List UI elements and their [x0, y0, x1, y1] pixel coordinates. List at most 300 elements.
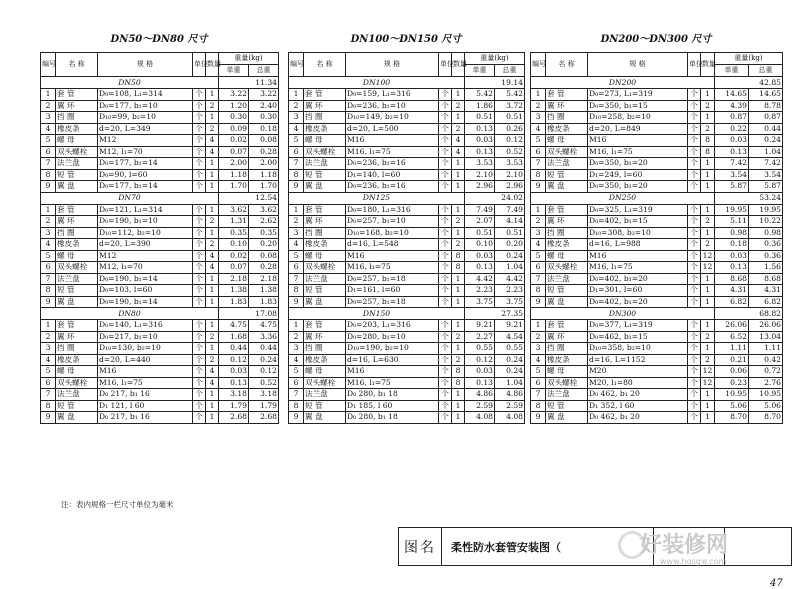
cell-spec: d=20, L=849	[588, 123, 688, 135]
cell-unit-weight: 2.27	[465, 331, 495, 343]
cell-unit: 个	[688, 89, 701, 101]
cell-unit: 个	[439, 239, 452, 251]
cell-name: 橡皮条	[546, 354, 588, 366]
cell-no: 4	[41, 239, 56, 251]
cell-name: 短 管	[56, 169, 98, 181]
cell-total-weight: 10.22	[749, 216, 783, 228]
cell-unit: 个	[688, 366, 701, 378]
cell-spec: D₀=350, b₁=20	[588, 158, 688, 170]
cell-spec: D₀=159, L₁=316	[346, 89, 439, 101]
cell-total-weight: 6.82	[749, 296, 783, 308]
cell-no: 7	[41, 273, 56, 285]
section-header-row	[289, 192, 525, 204]
weight-table	[288, 52, 525, 424]
cell-unit-weight: 8.70	[715, 412, 749, 424]
cell-no: 6	[289, 262, 304, 274]
cell-unit-weight: 0.07	[219, 262, 249, 274]
cell-qty: 4	[452, 146, 465, 158]
cell-no: 3	[531, 112, 546, 124]
cell-no: 2	[41, 216, 56, 228]
table-row	[41, 320, 279, 332]
cell-unit-weight: 1.11	[715, 343, 749, 355]
cell-spec: D₁=249, l=60	[588, 169, 688, 181]
table-title: DN100～DN150 尺寸	[350, 34, 462, 45]
cell-total-weight: 5.06	[749, 400, 783, 412]
cell-qty: 4	[206, 262, 219, 274]
table-row	[531, 100, 783, 112]
cell-qty: 1	[206, 89, 219, 101]
cell-no: 3	[289, 227, 304, 239]
cell-total-weight: 0.51	[495, 112, 525, 124]
cell-name: 短 管	[304, 285, 346, 297]
section-total-weight: 24.02	[465, 192, 525, 204]
cell-total-weight: 4.14	[495, 216, 525, 228]
table-title: DN200～DN300 尺寸	[600, 34, 712, 45]
cell-total-weight: 0.20	[495, 239, 525, 251]
section-dn-label: DN80	[41, 308, 219, 320]
cell-total-weight: 2.62	[249, 216, 279, 228]
cell-qty: 1	[206, 112, 219, 124]
cell-total-weight: 1.04	[495, 377, 525, 389]
cell-spec: D₀=177, b₁=10	[98, 100, 193, 112]
cell-name: 翼 环	[304, 216, 346, 228]
cell-total-weight: 3.53	[495, 158, 525, 170]
cell-qty: 1	[701, 320, 715, 332]
section-header-row	[41, 77, 279, 89]
cell-name: 橡皮条	[304, 123, 346, 135]
table-row	[289, 112, 525, 124]
cell-qty: 8	[452, 250, 465, 262]
cell-total-weight: 2.18	[249, 273, 279, 285]
cell-name: 法兰盘	[56, 273, 98, 285]
cell-spec: M16, l₁=75	[588, 146, 688, 158]
cell-spec: D₁₀=258, b₂=10	[588, 112, 688, 124]
cell-no: 2	[41, 331, 56, 343]
table-row	[289, 262, 525, 274]
cell-no: 3	[41, 112, 56, 124]
cell-total-weight: 0.12	[495, 135, 525, 147]
cell-spec: D₁₀=99, b₂=10	[98, 112, 193, 124]
watermark-url: www.hqsgw.com	[660, 557, 727, 566]
cell-unit-weight: 7.42	[715, 158, 749, 170]
cell-unit: 个	[193, 89, 206, 101]
cell-spec: D₀ 217, b₁ 16	[98, 389, 193, 401]
cell-spec: D₀=217, b₁=10	[98, 331, 193, 343]
cell-spec: D₁ 185, l 60	[346, 400, 439, 412]
cell-spec: D₀=325, L₁=319	[588, 204, 688, 216]
table-row	[41, 296, 279, 308]
cell-name: 翼 环	[56, 331, 98, 343]
cell-total-weight: 3.72	[495, 100, 525, 112]
cell-total-weight: 0.28	[249, 262, 279, 274]
cell-name: 螺 母	[304, 135, 346, 147]
section-dn-label: DN250	[531, 192, 715, 204]
cell-total-weight: 4.42	[495, 273, 525, 285]
cell-no: 1	[289, 89, 304, 101]
cell-unit: 个	[193, 366, 206, 378]
table-row	[289, 204, 525, 216]
cell-name: 翼 盘	[304, 296, 346, 308]
cell-total-weight: 0.12	[249, 366, 279, 378]
cell-no: 5	[289, 250, 304, 262]
table-row	[289, 123, 525, 135]
table-row	[531, 354, 783, 366]
section-header-row	[531, 308, 783, 320]
cell-no: 7	[289, 389, 304, 401]
cell-unit-weight: 19.95	[715, 204, 749, 216]
title-block-label: 图名	[399, 528, 442, 565]
cell-no: 5	[41, 366, 56, 378]
table-row	[531, 331, 783, 343]
table-row	[41, 123, 279, 135]
cell-spec: d=16, L=630	[346, 354, 439, 366]
cell-name: 橡皮条	[546, 239, 588, 251]
cell-unit-weight: 0.21	[715, 354, 749, 366]
cell-qty: 8	[452, 366, 465, 378]
cell-unit: 个	[439, 146, 452, 158]
cell-name: 双头螺栓	[56, 146, 98, 158]
cell-unit: 个	[439, 135, 452, 147]
cell-no: 4	[289, 354, 304, 366]
cell-name: 翼 环	[304, 331, 346, 343]
table-row	[531, 250, 783, 262]
cell-spec: D₀=190, b₁=14	[98, 273, 193, 285]
cell-unit: 个	[439, 100, 452, 112]
cell-name: 翼 盘	[546, 296, 588, 308]
cell-name: 短 管	[546, 169, 588, 181]
cell-no: 9	[531, 296, 546, 308]
cell-unit-weight: 9.21	[465, 320, 495, 332]
cell-unit-weight: 0.06	[715, 366, 749, 378]
cell-spec: d=20, L=500	[346, 123, 439, 135]
cell-spec: D₀=402, b₁=20	[588, 273, 688, 285]
section-total-weight: 12.54	[219, 192, 279, 204]
col-header-unit-weight: 单重	[715, 65, 749, 77]
cell-qty: 1	[452, 285, 465, 297]
cell-unit-weight: 0.03	[219, 366, 249, 378]
cell-total-weight: 4.86	[495, 389, 525, 401]
cell-no: 7	[531, 389, 546, 401]
cell-total-weight: 0.44	[749, 123, 783, 135]
cell-name: 翼 盘	[304, 412, 346, 424]
cell-unit-weight: 0.44	[219, 343, 249, 355]
cell-no: 1	[531, 320, 546, 332]
section-header-row	[41, 192, 279, 204]
table-row	[41, 354, 279, 366]
cell-unit: 个	[193, 343, 206, 355]
table-row	[289, 366, 525, 378]
cell-no: 7	[531, 273, 546, 285]
cell-total-weight: 2.23	[495, 285, 525, 297]
col-header-qty: 数量	[206, 53, 219, 77]
section-header-row	[41, 308, 279, 320]
cell-spec: M16	[346, 135, 439, 147]
table-row	[289, 285, 525, 297]
cell-name: 法兰盘	[304, 389, 346, 401]
table-row	[41, 100, 279, 112]
cell-unit: 个	[439, 377, 452, 389]
cell-no: 5	[41, 250, 56, 262]
cell-total-weight: 3.62	[249, 204, 279, 216]
cell-spec: D₁ 121, l 60	[98, 400, 193, 412]
cell-qty: 1	[701, 227, 715, 239]
cell-unit-weight: 1.38	[219, 285, 249, 297]
cell-total-weight: 4.75	[249, 320, 279, 332]
table-row	[41, 146, 279, 158]
table-row	[531, 320, 783, 332]
cell-qty: 1	[701, 158, 715, 170]
cell-qty: 1	[701, 273, 715, 285]
cell-spec: M16	[588, 135, 688, 147]
cell-qty: 12	[701, 366, 715, 378]
cell-total-weight: 0.20	[249, 239, 279, 251]
cell-unit-weight: 0.13	[465, 123, 495, 135]
cell-name: 螺 母	[56, 250, 98, 262]
cell-name: 挡 圈	[56, 227, 98, 239]
cell-unit-weight: 0.13	[465, 262, 495, 274]
table-row	[531, 389, 783, 401]
cell-unit: 个	[688, 204, 701, 216]
cell-total-weight: 0.24	[495, 250, 525, 262]
cell-spec: D₀=203, L₁=316	[346, 320, 439, 332]
cell-spec: D₁₀=149, b₂=10	[346, 112, 439, 124]
cell-spec: D₀=377, L₁=319	[588, 320, 688, 332]
cell-total-weight: 0.42	[749, 354, 783, 366]
cell-unit: 个	[688, 250, 701, 262]
cell-unit-weight: 0.07	[219, 146, 249, 158]
cell-qty: 1	[452, 400, 465, 412]
cell-spec: D₀=257, b₁=10	[346, 216, 439, 228]
cell-unit: 个	[193, 285, 206, 297]
col-header-total-weight: 总重	[249, 65, 279, 77]
table-row	[41, 181, 279, 193]
table-row	[41, 389, 279, 401]
cell-total-weight: 0.36	[749, 239, 783, 251]
cell-unit-weight: 4.08	[465, 412, 495, 424]
cell-total-weight: 0.08	[249, 250, 279, 262]
cell-unit-weight: 2.59	[465, 400, 495, 412]
cell-spec: M16, l₁=75	[98, 377, 193, 389]
cell-total-weight: 7.42	[749, 158, 783, 170]
cell-total-weight: 0.24	[495, 354, 525, 366]
cell-name: 翼 环	[546, 216, 588, 228]
header-row	[531, 53, 783, 65]
cell-spec: D₀=273, L₁=319	[588, 89, 688, 101]
cell-qty: 1	[206, 158, 219, 170]
cell-unit: 个	[439, 343, 452, 355]
col-header-spec: 规 格	[98, 53, 193, 77]
cell-total-weight: 8.78	[749, 100, 783, 112]
cell-name: 套 管	[546, 204, 588, 216]
cell-unit: 个	[688, 389, 701, 401]
cell-spec: D₀=121, L₁=314	[98, 204, 193, 216]
cell-unit-weight: 0.18	[715, 239, 749, 251]
cell-total-weight: 1.11	[749, 343, 783, 355]
cell-unit-weight: 3.54	[715, 169, 749, 181]
cell-no: 5	[531, 135, 546, 147]
cell-total-weight: 0.51	[495, 227, 525, 239]
cell-unit-weight: 0.35	[219, 227, 249, 239]
cell-no: 2	[531, 331, 546, 343]
cell-unit: 个	[688, 400, 701, 412]
cell-name: 套 管	[56, 204, 98, 216]
cell-spec: D₀=190, b₁=10	[98, 216, 193, 228]
cell-qty: 8	[701, 146, 715, 158]
cell-no: 5	[289, 366, 304, 378]
table-row	[289, 89, 525, 101]
cell-spec: D₀=402, b₁=15	[588, 216, 688, 228]
cell-qty: 1	[701, 296, 715, 308]
cell-unit: 个	[688, 181, 701, 193]
cell-no: 2	[531, 216, 546, 228]
cell-unit-weight: 10.95	[715, 389, 749, 401]
table-row	[41, 204, 279, 216]
col-header-name: 名 称	[304, 53, 346, 77]
cell-unit-weight: 2.23	[465, 285, 495, 297]
cell-unit: 个	[688, 285, 701, 297]
table-row	[531, 296, 783, 308]
cell-spec: M16, l₁=75	[346, 146, 439, 158]
table-row	[289, 158, 525, 170]
cell-total-weight: 1.79	[249, 400, 279, 412]
cell-no: 9	[531, 181, 546, 193]
cell-unit: 个	[688, 146, 701, 158]
cell-unit-weight: 3.22	[219, 89, 249, 101]
cell-unit: 个	[193, 158, 206, 170]
cell-no: 5	[289, 135, 304, 147]
cell-unit: 个	[193, 146, 206, 158]
cell-name: 挡 圈	[56, 112, 98, 124]
cell-unit-weight: 0.02	[219, 135, 249, 147]
cell-name: 短 管	[546, 400, 588, 412]
cell-qty: 1	[206, 320, 219, 332]
cell-unit-weight: 0.03	[715, 135, 749, 147]
cell-name: 法兰盘	[56, 389, 98, 401]
cell-no: 3	[531, 343, 546, 355]
cell-spec: D₀ 462, b₁ 20	[588, 412, 688, 424]
cell-qty: 12	[701, 250, 715, 262]
cell-name: 挡 圈	[304, 112, 346, 124]
cell-unit-weight: 0.03	[465, 250, 495, 262]
cell-spec: D₀=257, b₁=18	[346, 296, 439, 308]
cell-unit: 个	[688, 296, 701, 308]
cell-no: 9	[41, 296, 56, 308]
col-header-unit: 单位	[193, 53, 206, 77]
cell-name: 套 管	[56, 320, 98, 332]
cell-unit-weight: 0.10	[219, 239, 249, 251]
cell-total-weight: 2.40	[249, 100, 279, 112]
cell-name: 挡 圈	[304, 343, 346, 355]
cell-unit-weight: 3.75	[465, 296, 495, 308]
cell-total-weight: 3.75	[495, 296, 525, 308]
cell-qty: 2	[452, 239, 465, 251]
cell-qty: 2	[452, 216, 465, 228]
cell-no: 1	[531, 204, 546, 216]
cell-no: 4	[289, 123, 304, 135]
cell-total-weight: 19.95	[749, 204, 783, 216]
cell-name: 短 管	[304, 169, 346, 181]
cell-spec: M12	[98, 135, 193, 147]
cell-name: 套 管	[546, 320, 588, 332]
cell-spec: M12	[98, 250, 193, 262]
cell-unit-weight: 0.12	[465, 354, 495, 366]
col-header-weight: 重量(kg)	[465, 53, 525, 65]
cell-qty: 1	[701, 112, 715, 124]
cell-unit-weight: 2.07	[465, 216, 495, 228]
cell-unit: 个	[193, 320, 206, 332]
cell-qty: 1	[701, 400, 715, 412]
cell-spec: D₀=280, b₁=10	[346, 331, 439, 343]
cell-no: 2	[41, 100, 56, 112]
cell-name: 套 管	[304, 89, 346, 101]
cell-unit: 个	[193, 227, 206, 239]
cell-unit-weight: 0.09	[219, 123, 249, 135]
cell-total-weight: 2.76	[749, 377, 783, 389]
cell-name: 螺 母	[546, 250, 588, 262]
cell-total-weight: 0.52	[249, 377, 279, 389]
cell-qty: 1	[452, 227, 465, 239]
table-row	[531, 377, 783, 389]
table-row	[531, 135, 783, 147]
cell-name: 螺 母	[546, 366, 588, 378]
cell-no: 6	[289, 146, 304, 158]
cell-total-weight: 1.70	[249, 181, 279, 193]
cell-total-weight: 26.06	[749, 320, 783, 332]
cell-no: 8	[41, 400, 56, 412]
cell-unit: 个	[688, 320, 701, 332]
cell-name: 橡皮条	[304, 239, 346, 251]
cell-unit: 个	[439, 320, 452, 332]
cell-name: 螺 母	[304, 366, 346, 378]
cell-total-weight: 2.96	[495, 181, 525, 193]
cell-unit-weight: 0.98	[715, 227, 749, 239]
table-row	[531, 366, 783, 378]
cell-name: 法兰盘	[546, 389, 588, 401]
cell-no: 4	[41, 123, 56, 135]
cell-spec: D₀ 462, b₁ 20	[588, 389, 688, 401]
cell-name: 橡皮条	[56, 354, 98, 366]
cell-spec: M16, l₁=75	[346, 377, 439, 389]
cell-total-weight: 8.68	[749, 273, 783, 285]
cell-spec: D₁₀=112, b₂=10	[98, 227, 193, 239]
cell-total-weight: 0.72	[749, 366, 783, 378]
cell-name: 翼 盘	[304, 181, 346, 193]
cell-total-weight: 1.56	[749, 262, 783, 274]
cell-unit-weight: 1.18	[219, 169, 249, 181]
table-row	[531, 181, 783, 193]
section-header-row	[289, 308, 525, 320]
cell-qty: 2	[452, 100, 465, 112]
cell-unit: 个	[439, 366, 452, 378]
cell-spec: D₀ 217, b₁ 16	[98, 412, 193, 424]
cell-total-weight: 0.24	[495, 366, 525, 378]
cell-no: 1	[289, 320, 304, 332]
table-row	[41, 227, 279, 239]
section-dn-label: DN150	[289, 308, 465, 320]
cell-unit: 个	[439, 400, 452, 412]
cell-qty: 2	[701, 123, 715, 135]
table-row	[41, 112, 279, 124]
table-row	[531, 204, 783, 216]
cell-unit-weight: 3.53	[465, 158, 495, 170]
cell-unit: 个	[688, 112, 701, 124]
table-row	[41, 239, 279, 251]
cell-spec: M12, l₁=70	[98, 262, 193, 274]
cell-unit: 个	[688, 216, 701, 228]
cell-name: 螺 母	[546, 135, 588, 147]
cell-qty: 2	[206, 331, 219, 343]
cell-no: 8	[289, 285, 304, 297]
